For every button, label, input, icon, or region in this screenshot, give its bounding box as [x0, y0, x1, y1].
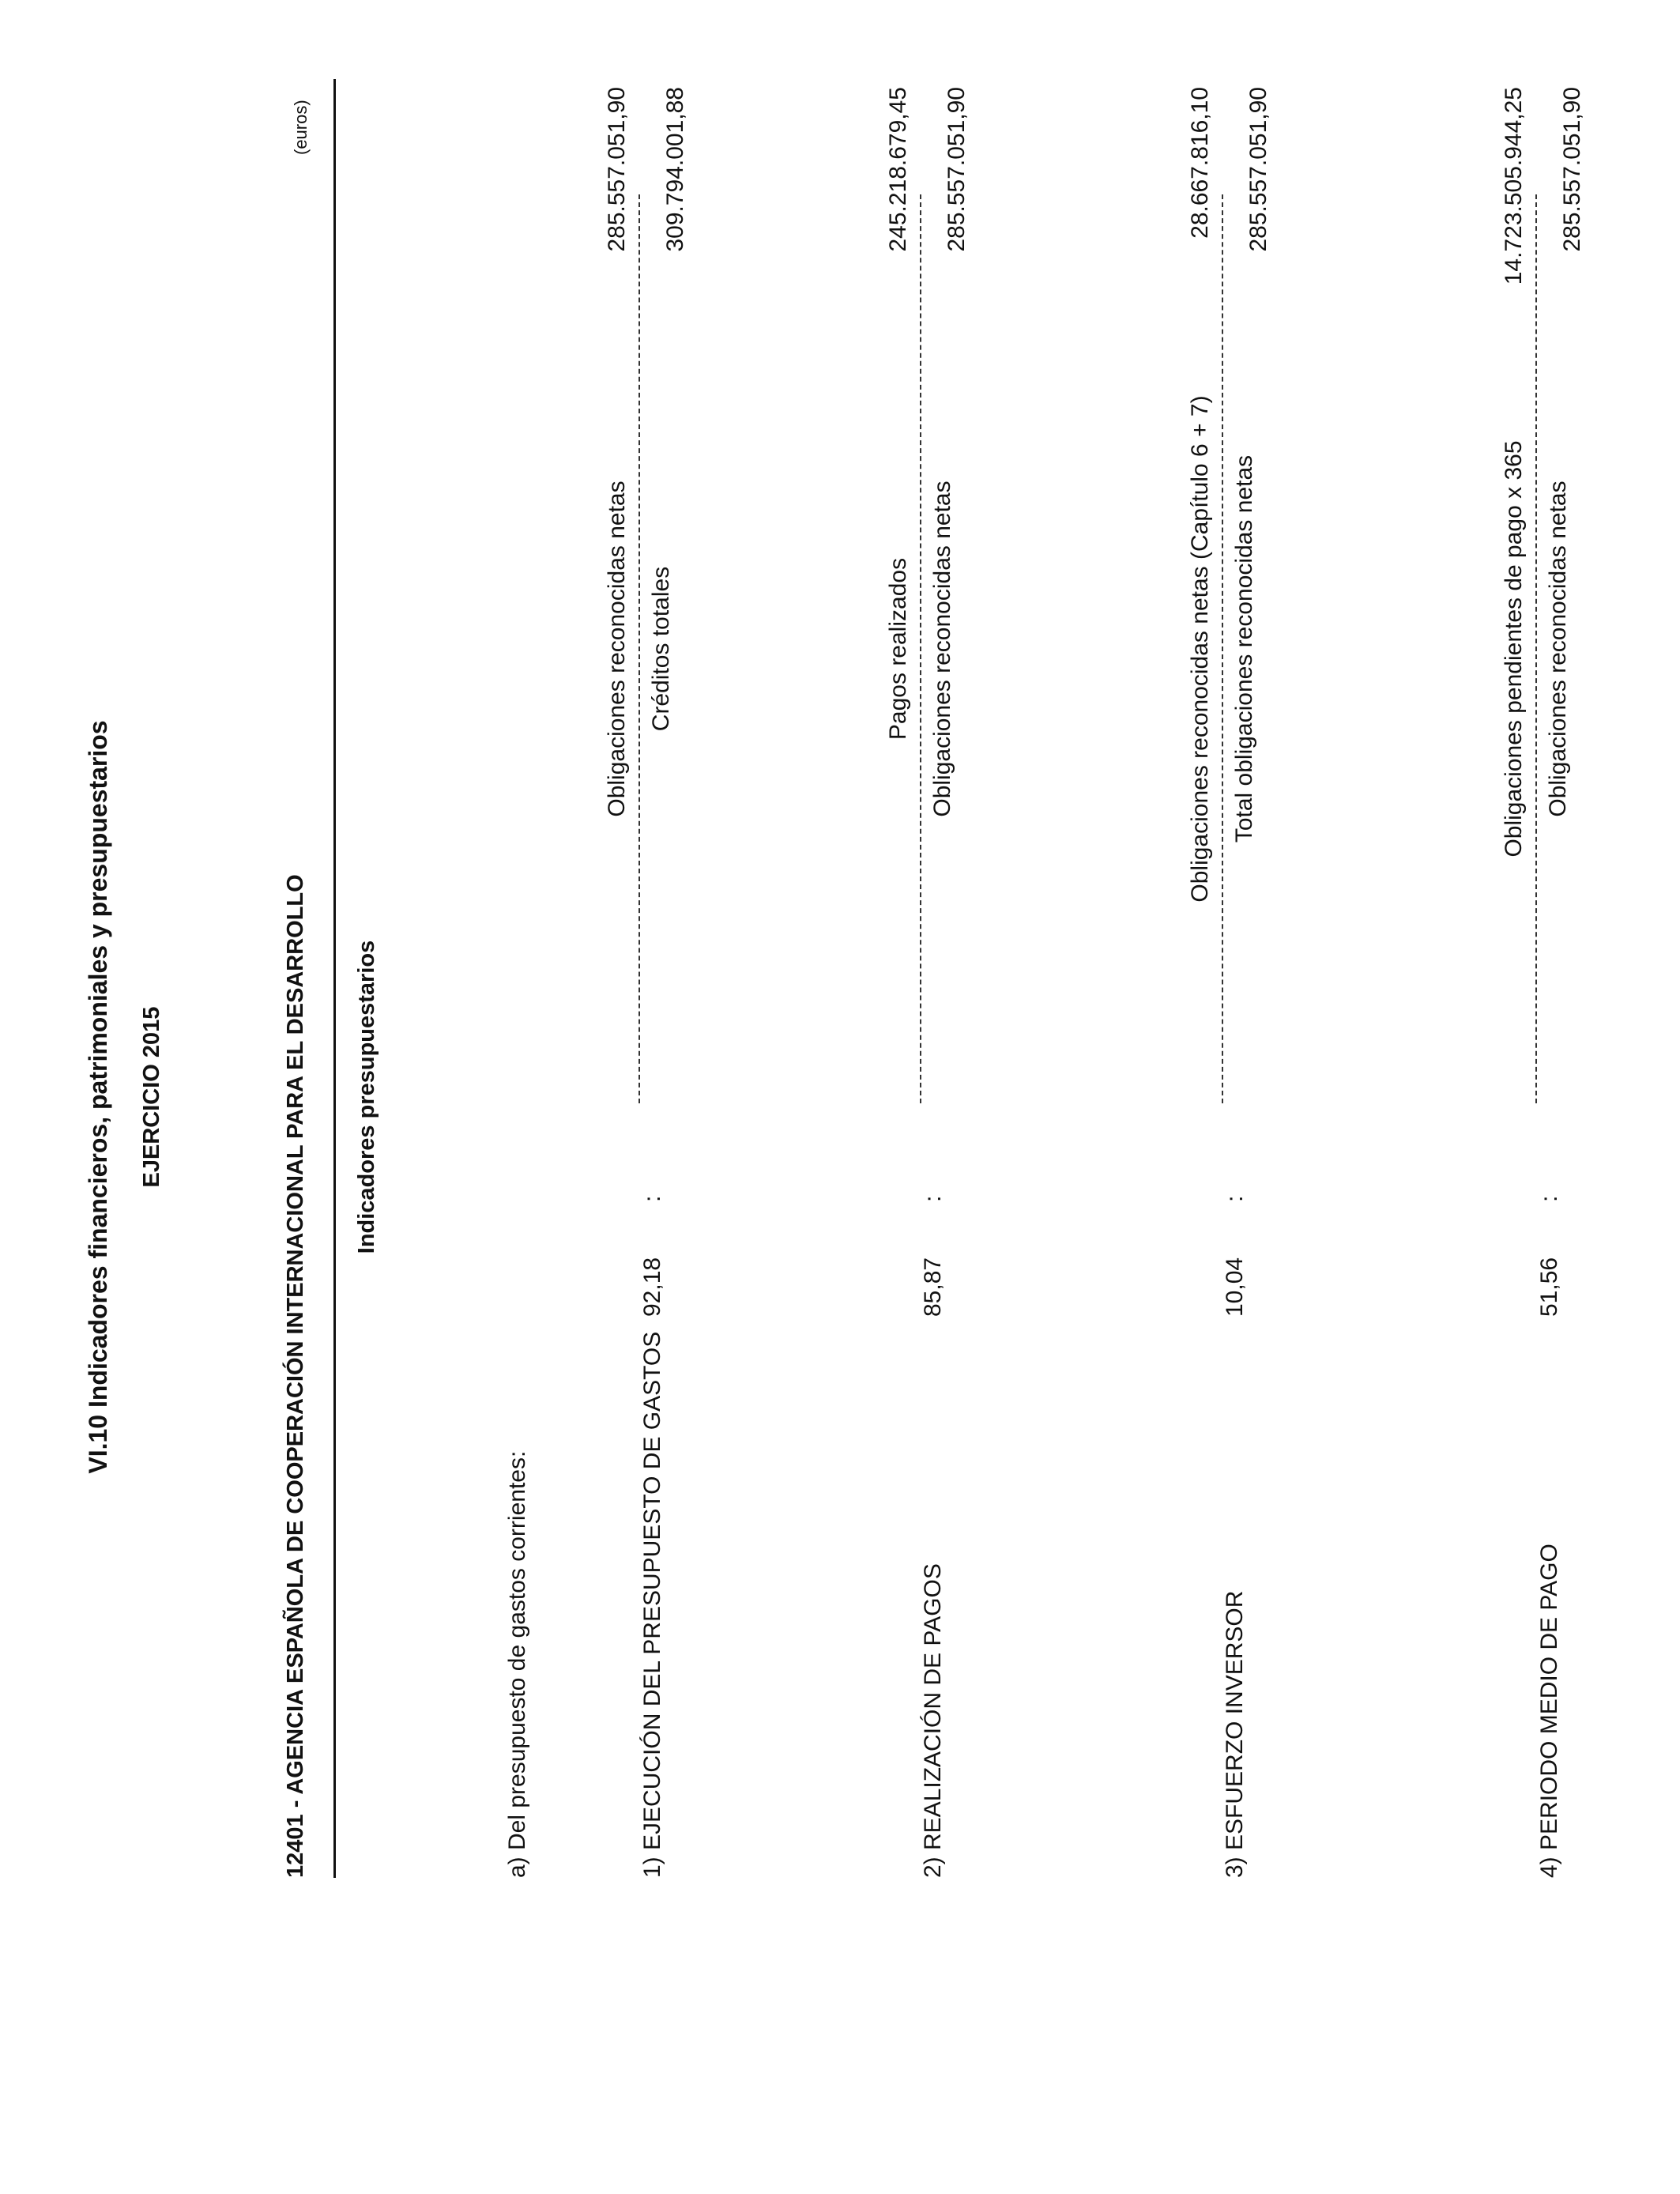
denominator-label: Obligaciones reconocidas netas [1545, 481, 1571, 817]
indicator-label: 1) EJECUCIÓN DEL PRESUPUESTO DE GASTOS [639, 1331, 665, 1878]
numerator-label: Pagos realizados [885, 557, 911, 741]
denominator-label: Obligaciones reconocidas netas [929, 481, 955, 817]
denominator-value: 285.557.051,90 [944, 87, 970, 252]
exercise-label: EJERCICIO 2015 [139, 1006, 164, 1188]
indicator-value: 85,87 [920, 1257, 946, 1317]
indicator-amounts [1502, 87, 1584, 419]
denominator-label: Total obligaciones reconocidas netas [1231, 454, 1257, 843]
indicator-value: 92,18 [639, 1257, 665, 1317]
numerator-label: Obligaciones reconocidas netas [604, 481, 630, 817]
header-divider [333, 79, 336, 1878]
indicator-value: 51,56 [1536, 1257, 1562, 1317]
numerator-label: Obligaciones pendientes de pago x 365 [1501, 440, 1527, 858]
entity-name: 12401 - AGENCIA ESPAÑOLA DE COOPERACIÓN INTERNACIONAL PARA EL DESARROLLO [283, 874, 308, 1878]
indicator-colon: : [1536, 1195, 1562, 1202]
indicator-label: 2) REALIZACIÓN DE PAGOS [920, 1563, 946, 1878]
denominator-value: 309.794.001,88 [662, 87, 688, 252]
indicator-colon: : [639, 1195, 665, 1202]
numerator-value: 285.557.051,90 [604, 87, 630, 252]
numerator-value: 14.723.505.944,25 [1501, 87, 1527, 285]
section-title: Indicadores presupuestarios [354, 940, 379, 1254]
indicator-label: 4) PERIODO MEDIO DE PAGO [1536, 1544, 1562, 1878]
indicator-colon: : [920, 1195, 946, 1202]
indicator-value: 10,04 [1222, 1257, 1248, 1317]
denominator-value: 285.557.051,90 [1245, 87, 1271, 252]
currency-note: (euros) [291, 100, 311, 155]
indicator-amounts [887, 87, 969, 419]
indicator-label: 3) ESFUERZO INVERSOR [1222, 1590, 1248, 1878]
numerator-value: 245.218.679,45 [885, 87, 911, 252]
indicator-amounts [1188, 87, 1271, 419]
indicator-amounts [605, 87, 687, 419]
denominator-label: Créditos totales [648, 566, 674, 732]
report-title: VI.10 Indicadores financieros, patrimoniales y presupuestarios [84, 720, 112, 1474]
subsection-title: a) Del presupuesto de gastos corrientes: [504, 1450, 530, 1878]
numerator-value: 28.667.816,10 [1187, 87, 1213, 239]
denominator-value: 285.557.051,90 [1559, 87, 1585, 252]
numerator-label: Obligaciones reconocidas netas (Capítulo 6 + 7) [1187, 395, 1213, 903]
indicator-colon: : [1222, 1195, 1248, 1202]
